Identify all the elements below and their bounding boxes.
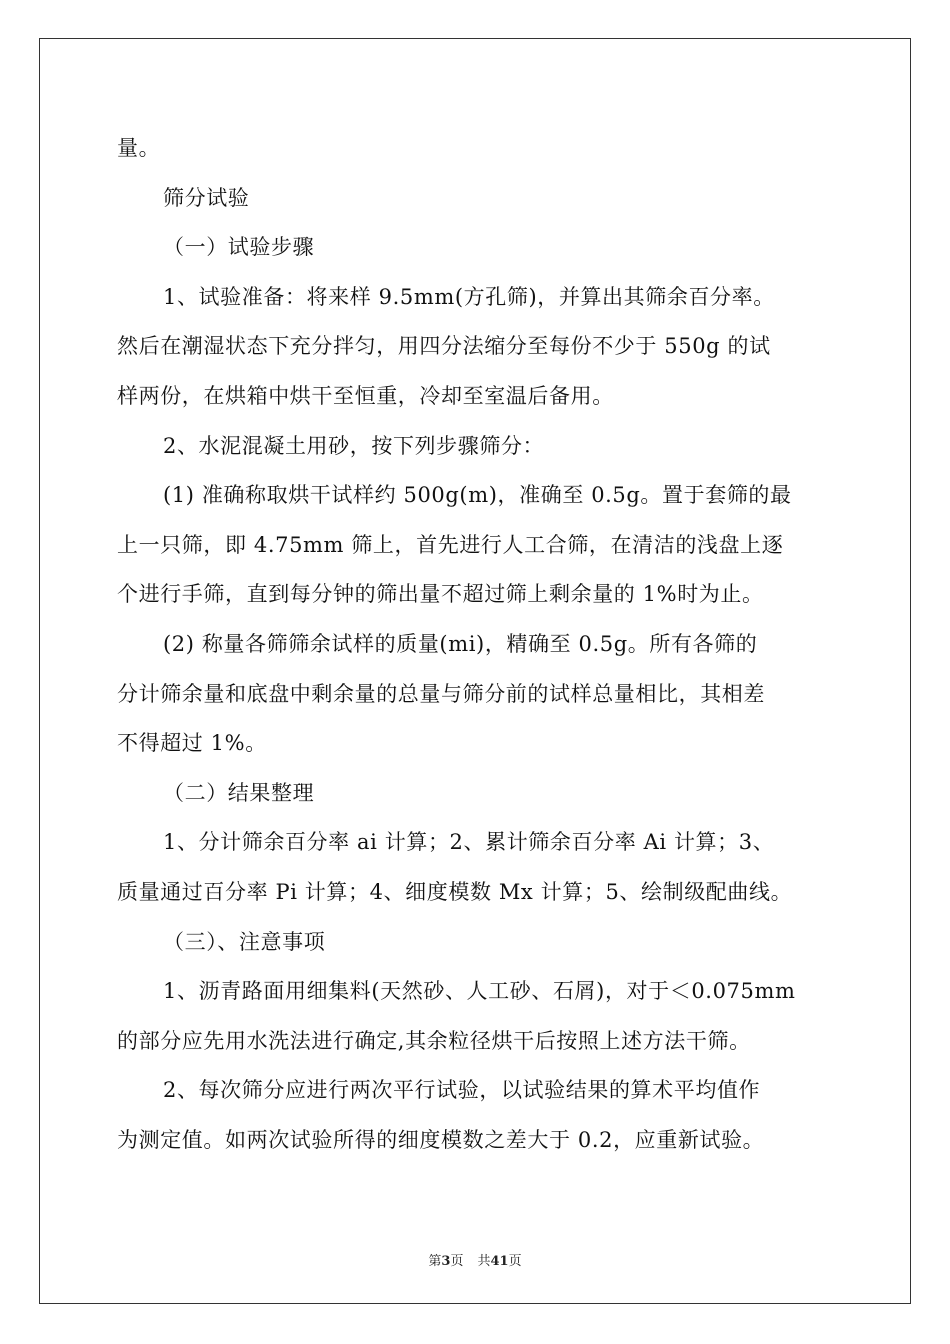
text-line: 的部分应先用水洗法进行确定,其余粒径烘干后按照上述方法干筛。 bbox=[117, 1028, 751, 1053]
text-line: 2、水泥混凝土用砂，按下列步骤筛分： bbox=[163, 433, 545, 458]
section-heading: 筛分试验 bbox=[163, 185, 250, 210]
text-line: 1、沥青路面用细集料(天然砂、人工砂、石屑)，对于＜0.075mm bbox=[163, 979, 796, 1004]
subsection-heading: （三）、注意事项 bbox=[163, 929, 326, 954]
text-line: 为测定值。如两次试验所得的细度模数之差大于 0.2，应重新试验。 bbox=[117, 1127, 765, 1152]
subsection-heading: （二）结果整理 bbox=[163, 780, 315, 805]
text-line: 然后在潮湿状态下充分拌匀，用四分法缩分至每份不少于 550g 的试 bbox=[117, 334, 771, 359]
text-line: 不得超过 1%。 bbox=[117, 731, 267, 756]
text-line: 个进行手筛，直到每分钟的筛出量不超过筛上剩余量的 1%时为止。 bbox=[117, 582, 764, 607]
text-line: 质量通过百分率 Pi 计算；4、细度模数 Mx 计算；5、绘制级配曲线。 bbox=[117, 879, 793, 904]
total-suffix: 页 bbox=[508, 1254, 522, 1269]
subsection-heading: （一）试验步骤 bbox=[163, 235, 315, 260]
text-line: 上一只筛，即 4.75mm 筛上，首先进行人工合筛，在清洁的浅盘上逐 bbox=[117, 532, 784, 557]
text-line: 样两份，在烘箱中烘干至恒重，冷却至室温后备用。 bbox=[117, 383, 614, 408]
text-line: (2) 称量各筛筛余试样的质量(mi)，精确至 0.5g。所有各筛的 bbox=[163, 631, 758, 656]
total-prefix: 共 bbox=[477, 1254, 491, 1269]
page-suffix: 页 bbox=[450, 1254, 464, 1269]
page-prefix: 第 bbox=[428, 1254, 442, 1269]
text-line: 分计筛余量和底盘中剩余量的总量与筛分前的试样总量相比，其相差 bbox=[117, 681, 765, 706]
text-line: 量。 bbox=[117, 136, 161, 160]
page-footer bbox=[0, 1250, 950, 1269]
text-line: 1、分计筛余百分率 ai 计算；2、累计筛余百分率 Ai 计算；3、 bbox=[163, 830, 775, 855]
page-number: 3 bbox=[441, 1254, 451, 1269]
total-pages: 41 bbox=[490, 1254, 509, 1269]
text-line: 2、每次筛分应进行两次平行试验，以试验结果的算术平均值作 bbox=[163, 1078, 761, 1103]
text-line: 1、试验准备：将来样 9.5mm(方孔筛)，并算出其筛余百分率。 bbox=[163, 284, 775, 309]
document-body bbox=[117, 124, 835, 1165]
text-line: (1) 准确称取烘干试样约 500g(m)，准确至 0.5g。置于套筛的最 bbox=[163, 483, 792, 508]
